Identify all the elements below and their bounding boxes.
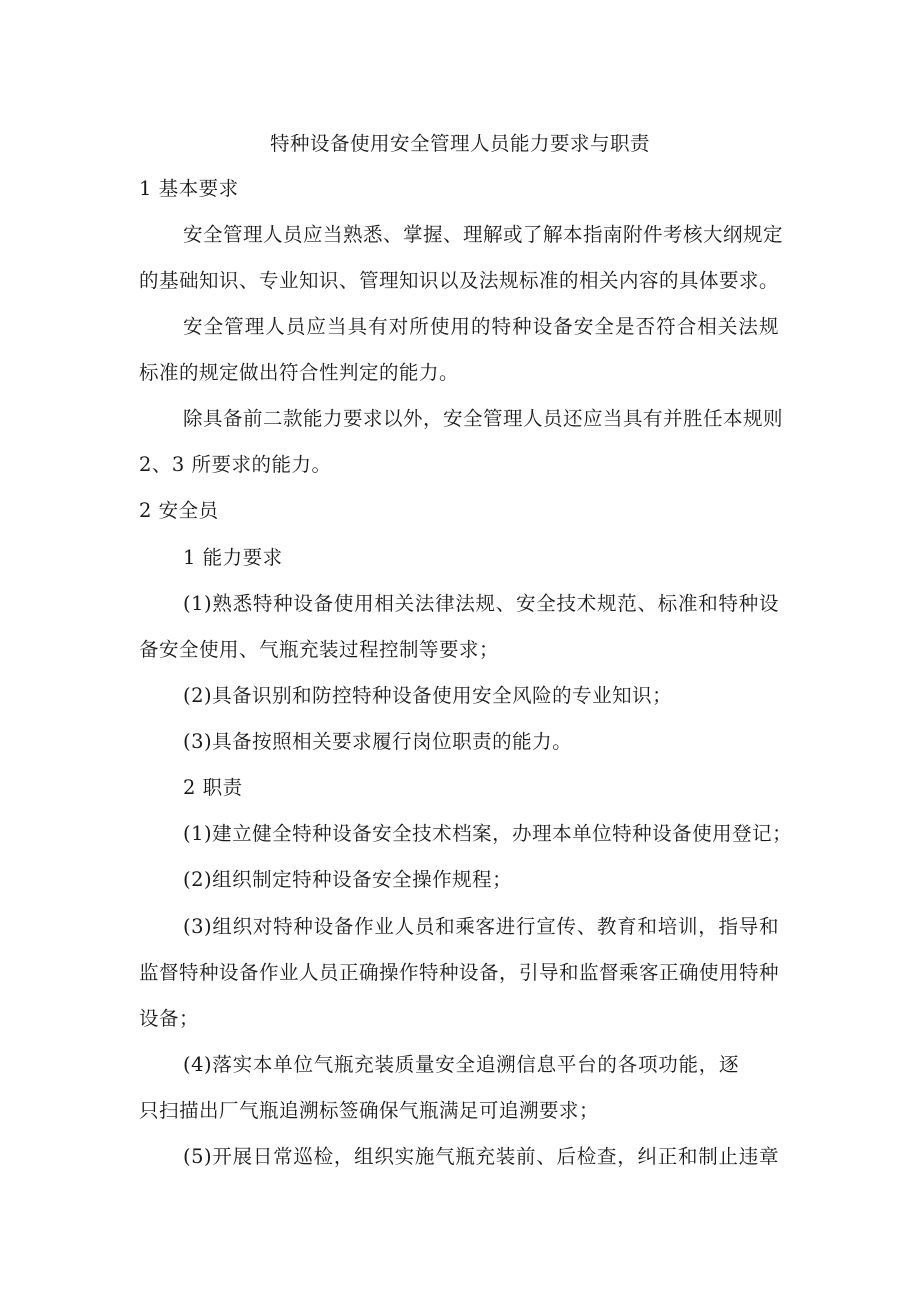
- list-item-line: (2)具备识别和防控特种设备使用安全风险的专业知识；: [183, 684, 673, 707]
- section-heading-basic-requirements: 1 基本要求: [139, 177, 239, 200]
- paragraph-line: 标准的规定做出符合性判定的能力。: [139, 361, 460, 384]
- list-item-line: (3)具备按照相关要求履行岗位职责的能力。: [183, 730, 573, 753]
- list-item-line: 监督特种设备作业人员正确操作特种设备，引导和监督乘客正确使用特种: [139, 961, 780, 984]
- subsection-heading-competence: 1 能力要求: [183, 546, 283, 569]
- list-item-line: (5)开展日常巡检，组织实施气瓶充装前、后检查，纠正和制止违章: [183, 1145, 779, 1168]
- list-item-line: (1)熟悉特种设备使用相关法律法规、安全技术规范、标准和特种设: [183, 592, 779, 615]
- section-heading-safety-officer: 2 安全员: [139, 499, 219, 522]
- document-title: 特种设备使用安全管理人员能力要求与职责: [269, 132, 650, 155]
- list-item-line: (1)建立健全特种设备安全技术档案，办理本单位特种设备使用登记；: [183, 822, 793, 845]
- list-item-line: (3)组织对特种设备作业人员和乘客进行宣传、教育和培训，指导和: [183, 915, 779, 938]
- paragraph-line: 安全管理人员应当具有对所使用的特种设备安全是否符合相关法规: [183, 315, 779, 338]
- paragraph-line: 除具备前二款能力要求以外，安全管理人员还应当具有并胜任本规则: [183, 407, 784, 430]
- paragraph-line: 的基础知识、专业知识、管理知识以及法规标准的相关内容的具体要求。: [139, 269, 780, 292]
- list-item-line: (4)落实本单位气瓶充装质量安全追溯信息平台的各项功能，逐: [183, 1053, 739, 1076]
- paragraph-line: 2、3 所要求的能力。: [139, 453, 332, 476]
- list-item-line: 设备；: [139, 1007, 200, 1030]
- subsection-heading-duties: 2 职责: [183, 776, 243, 799]
- list-item-line: (2)组织制定特种设备安全操作规程；: [183, 868, 513, 891]
- paragraph-line: 安全管理人员应当熟悉、掌握、理解或了解本指南附件考核大纲规定: [183, 223, 784, 246]
- list-item-line: 只扫描出厂气瓶追溯标签确保气瓶满足可追溯要求；: [139, 1099, 600, 1122]
- list-item-line: 备安全使用、气瓶充装过程控制等要求；: [139, 638, 500, 661]
